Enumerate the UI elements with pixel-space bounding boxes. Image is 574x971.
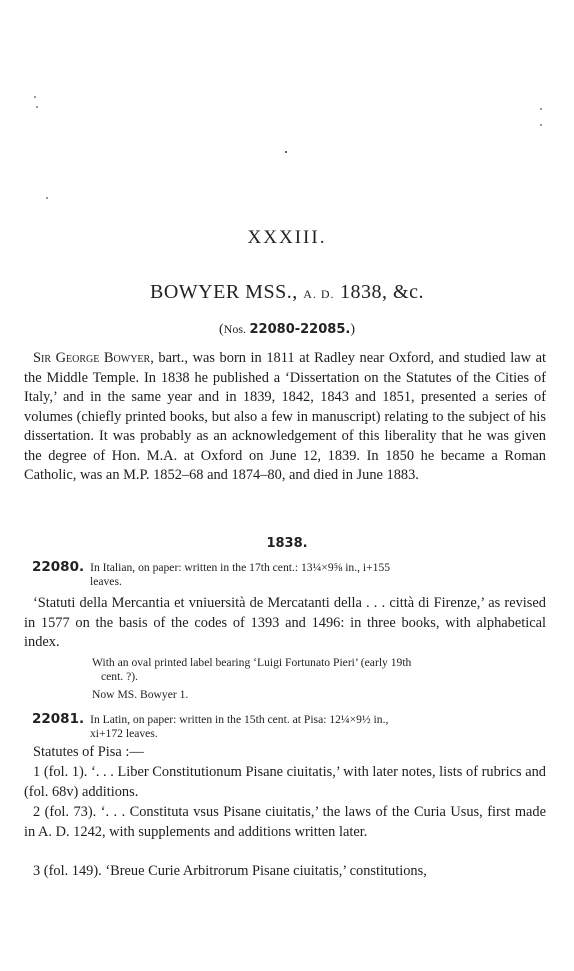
page-title — [0, 281, 574, 304]
chapter-number: XXXIII. — [247, 227, 327, 248]
manuscript-range — [0, 322, 574, 338]
title-year: 1838, — [340, 281, 388, 303]
entry-number: 22081. — [32, 711, 85, 727]
entry-head-line1: In Latin, on paper: written in the 15th cent. at Pisa: 12¼×9½ in., — [90, 713, 389, 726]
year-heading: 1838. — [266, 536, 308, 551]
intro-name: Sir George Bowyer — [33, 350, 151, 366]
statutes-heading: Statutes of Pisa :— — [33, 744, 144, 760]
speck — [36, 106, 38, 108]
entry-head-line2: leaves. — [90, 575, 122, 588]
note-line2: cent. ?). — [101, 670, 139, 683]
range-numbers: 22080-22085. — [249, 322, 351, 337]
entry-header — [32, 712, 546, 741]
entry-description: ‘Statuti della Mercantia et vniuersità de Mercatanti della . . . città di Firenze,’ as revised in 1577 on the basis of the codes of 1393 and 1496: in three books, with alphabetical index. — [24, 595, 546, 650]
paren-close: ) — [350, 322, 355, 337]
speck — [285, 151, 287, 153]
speck — [46, 197, 48, 199]
entry-note — [92, 656, 546, 684]
entry-header — [32, 560, 546, 589]
list-item: 2 (fol. 73). ‘. . . Constituta vsus Pisane ciuitatis,’ the laws of the Curia Usus, first made in A. D. 1242, with supplements and additions written later. — [24, 804, 546, 840]
note-line1: With an oval printed label bearing ‘Luigi Fortunato Pieri’ (early 19th — [92, 656, 412, 669]
speck — [540, 124, 542, 126]
list-item: 3 (fol. 149). ‘Breue Curie Arbitrorum Pisane ciuitatis,’ constitutions, — [33, 863, 427, 879]
list-item: 1 (fol. 1). ‘. . . Liber Constitutionum Pisane ciuitatis,’ with later notes, lists of rubrics and (fol. 68v) additions. — [24, 764, 546, 800]
title-suffix: &c. — [393, 281, 424, 303]
entry-head-line1: In Italian, on paper: written in the 17th cent.: 13¼×9⅝ in., i+155 — [90, 561, 391, 574]
title-era: A. D. — [303, 287, 335, 301]
intro-paragraph — [24, 349, 546, 486]
nos-label: Nos. — [223, 322, 247, 336]
entry-number: 22080. — [32, 559, 85, 575]
paren-open: ( — [219, 322, 224, 337]
now-ms: Now MS. Bowyer 1. — [92, 688, 189, 701]
entry-head-line2: xi+172 leaves. — [90, 727, 158, 740]
intro-text: , bart., was born in 1811 at Radley near Oxford, and studied law at the Middle Temple. In 1838 he published a ‘Dissertation on the Statutes of the Cities of Italy,’ and in the same year and in 1839, 1842, 1843 and 1851, presented a series of volumes (chiefly printed books, but also a few in manuscript) relating to the subject of his dissertation. It was probably as an acknowledgement of this liberality that he was given the degree of Hon. M.A. at Oxford on June 12, 1839. In 1850 he became a Roman Catholic, was an M.P. 1852–68 and 1874–80, and died in June 1883. — [24, 350, 546, 483]
speck — [34, 96, 36, 98]
speck — [540, 108, 542, 110]
title-main: BOWYER MSS., — [150, 281, 298, 303]
